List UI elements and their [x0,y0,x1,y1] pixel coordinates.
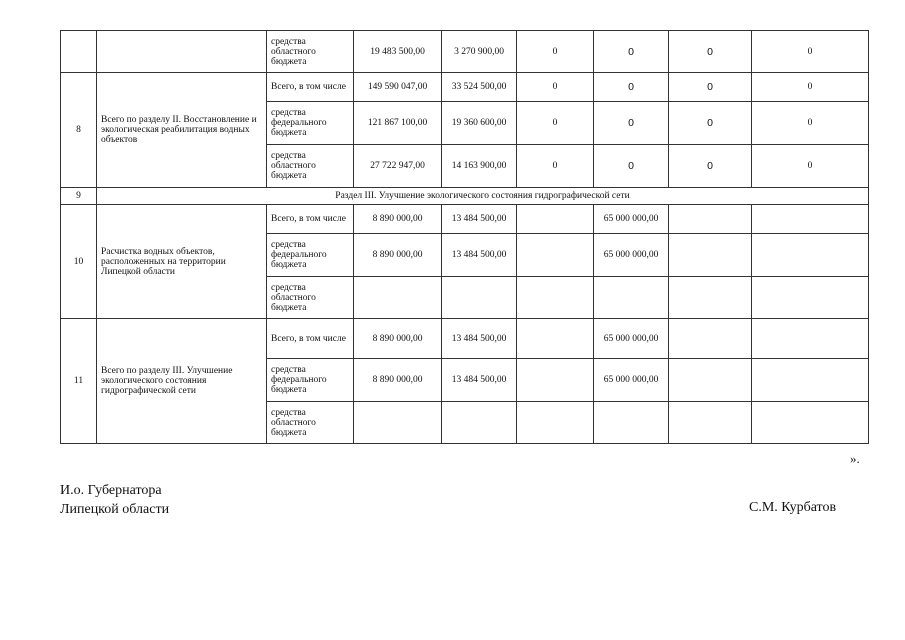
value-cell: 14 163 900,00 [442,145,517,188]
value-cell: 65 000 000,00 [594,359,669,402]
value-cell [354,277,442,319]
funding-source: средства областного бюджета [267,277,354,319]
value-cell: 0 [517,145,594,188]
table-row [61,319,869,359]
value-cell [594,277,669,319]
value-cell: 0 [752,102,869,145]
signatory-position [60,481,169,519]
funding-source: средства федерального бюджета [267,359,354,402]
value-cell: 0 [594,31,669,73]
value-cell [752,234,869,277]
value-cell: 65 000 000,00 [594,319,669,359]
value-cell: 0 [594,145,669,188]
value-cell: 19 360 600,00 [442,102,517,145]
value-cell [517,234,594,277]
value-cell: 0 [594,102,669,145]
funding-source: средства областного бюджета [267,31,354,73]
row-name: Расчистка водных объектов, расположенных на территории Липецкой области [97,205,267,319]
value-cell: 27 722 947,00 [354,145,442,188]
value-cell: 65 000 000,00 [594,205,669,234]
value-cell: 13 484 500,00 [442,359,517,402]
value-cell: 0 [517,73,594,102]
value-cell: 13 484 500,00 [442,234,517,277]
value-cell: 13 484 500,00 [442,319,517,359]
value-cell: 0 [517,31,594,73]
value-cell: 0 [594,73,669,102]
value-cell: 0 [669,73,752,102]
value-cell: 33 524 500,00 [442,73,517,102]
program-funding-table [60,30,869,444]
value-cell [517,277,594,319]
value-cell [669,205,752,234]
value-cell: 121 867 100,00 [354,102,442,145]
value-cell [752,319,869,359]
value-cell [669,402,752,444]
value-cell: 0 [752,31,869,73]
value-cell: 65 000 000,00 [594,234,669,277]
funding-source: Всего, в том числе [267,205,354,234]
value-cell [669,234,752,277]
value-cell: 0 [669,102,752,145]
signatory-name: С.М. Курбатов [749,500,837,515]
table-row [61,188,869,205]
value-cell [669,319,752,359]
value-cell: 0 [752,73,869,102]
value-cell [669,359,752,402]
table-row [61,73,869,102]
value-cell [354,402,442,444]
funding-source: Всего, в том числе [267,319,354,359]
value-cell: 0 [752,145,869,188]
value-cell [517,205,594,234]
value-cell: 149 590 047,00 [354,73,442,102]
funding-source: средства федерального бюджета [267,102,354,145]
value-cell: 0 [669,145,752,188]
table-row [61,205,869,234]
value-cell [442,402,517,444]
value-cell [669,277,752,319]
value-cell: 0 [517,102,594,145]
value-cell: 8 890 000,00 [354,205,442,234]
funding-source: средства федерального бюджета [267,234,354,277]
value-cell: 13 484 500,00 [442,205,517,234]
value-cell [594,402,669,444]
funding-source: средства областного бюджета [267,145,354,188]
closing-quote-mark: ». [850,451,860,466]
row-number: 8 [61,73,97,188]
row-name: Всего по разделу II. Восстановление и экологическая реабилитация водных объектов [97,73,267,188]
value-cell [517,402,594,444]
value-cell [752,277,869,319]
section-heading: Раздел III. Улучшение экологического состояния гидрографической сети [97,188,869,205]
row-number: 10 [61,205,97,319]
value-cell [752,402,869,444]
value-cell [752,205,869,234]
value-cell: 8 890 000,00 [354,319,442,359]
row-number: 11 [61,319,97,444]
row-number: 9 [61,188,97,205]
value-cell: 8 890 000,00 [354,359,442,402]
row-name: Всего по разделу III. Улучшение экологического состояния гидрографической сети [97,319,267,444]
value-cell [517,359,594,402]
value-cell: 8 890 000,00 [354,234,442,277]
funding-source: средства областного бюджета [267,402,354,444]
row-number [61,31,97,73]
value-cell: 0 [669,31,752,73]
value-cell [517,319,594,359]
value-cell: 3 270 900,00 [442,31,517,73]
value-cell: 19 483 500,00 [354,31,442,73]
position-line: И.о. Губернатора [60,483,162,498]
value-cell [442,277,517,319]
funding-source: Всего, в том числе [267,73,354,102]
value-cell [752,359,869,402]
table-row [61,31,869,73]
row-name [97,31,267,73]
position-line: Липецкой области [60,502,170,517]
